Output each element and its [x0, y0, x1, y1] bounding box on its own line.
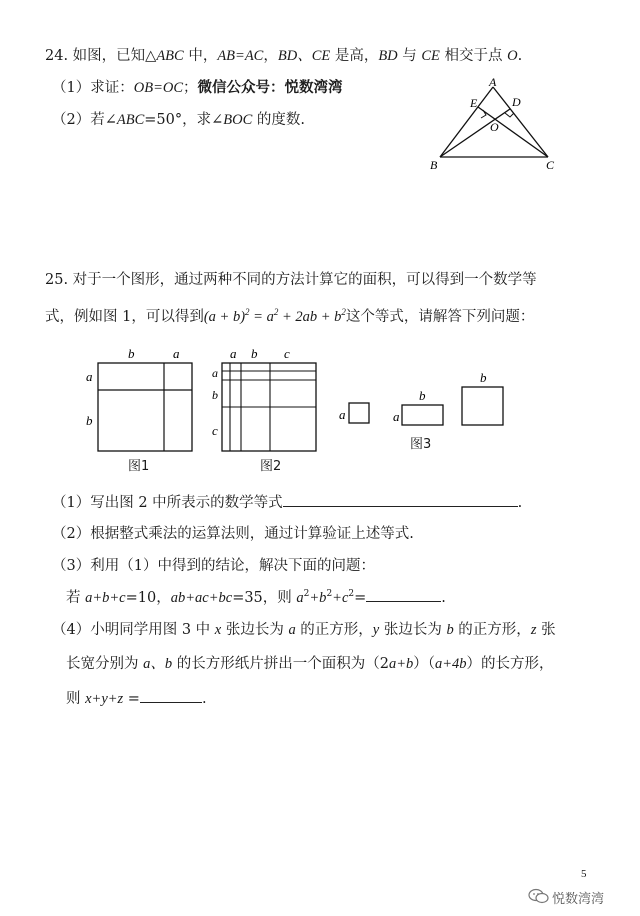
fig2-top-a: a	[230, 346, 237, 361]
label-o: O	[490, 120, 499, 134]
fig3-square-a-label: a	[339, 407, 346, 422]
p4-l1-c: 的正方形，	[295, 622, 373, 638]
q24-stem-abc: ABC	[156, 48, 184, 64]
label-e: E	[470, 96, 478, 110]
fig3-caption: 图3	[410, 437, 432, 452]
q24-stem-mid5: 相交于点	[439, 48, 508, 64]
fig2-top-b: b	[251, 346, 258, 361]
answer-blank-1[interactable]	[283, 492, 518, 507]
q24-part2	[52, 110, 305, 130]
figure-2	[208, 345, 323, 470]
q25-part1	[52, 492, 522, 513]
p4-l2-ab: a、b	[143, 656, 173, 672]
p3-cond-d: ab+ac+bc	[170, 590, 233, 606]
q25-stem-line1: 25. 对于一个图形，通过两种不同的方法计算它的面积，可以得到一个数学等	[45, 272, 537, 288]
p4-l1-y: y	[372, 622, 380, 638]
p3-cond-f: a	[296, 590, 304, 606]
p3-cond-i: =	[354, 590, 367, 606]
q25-stem-line2	[45, 307, 534, 327]
label-c: C	[546, 158, 555, 172]
q24-stem-end: .	[517, 48, 523, 64]
formula-part-c: + 2ab + b	[278, 309, 342, 325]
q25-line2-prefix: 式，例如图 1，可以得到	[45, 309, 204, 325]
p4-l2-e: a+4b	[435, 656, 467, 672]
right-angle-d	[505, 113, 514, 117]
p4-l1-a2: a	[288, 622, 296, 638]
p3-cond-b: a+b+c	[85, 590, 126, 606]
q25-part1-text: （1）写出图 2 中所表示的数学等式	[52, 495, 283, 511]
p4-l2-a: 长宽分别为	[66, 656, 144, 672]
p4-l3-end: .	[201, 691, 207, 707]
p4-l3-b: =	[123, 691, 140, 707]
p4-l1-b2: b	[446, 622, 454, 638]
q24-part2-abc: ABC	[116, 112, 145, 128]
fig3-square-a	[349, 403, 369, 423]
q25-part2: （2）根据整式乘法的运算法则，通过计算验证上述等式.	[52, 526, 414, 542]
q24-part1-sep: ；	[183, 80, 198, 96]
figure-1	[82, 345, 202, 470]
p4-l2-f: ）的长方形，	[466, 656, 554, 672]
p4-l3-xyz: x+y+z	[85, 691, 124, 707]
p3-cond-g: +b	[309, 590, 327, 606]
q25-part4-line1	[52, 620, 556, 640]
p4-l1-d: 张边长为	[379, 622, 447, 638]
fig1-outer	[98, 363, 192, 451]
q24-stem-mid4: 与	[397, 48, 422, 64]
q24-stem-mid1: 中，	[183, 48, 218, 64]
fig2-caption: 图2	[260, 459, 282, 474]
formula-part-a: (a + b)	[203, 309, 246, 325]
label-b: B	[430, 158, 438, 172]
q25-part3-condition: 若 a+b+c=10，ab+ac+bc=35，则 $a^2+b^2+c^2=$ .	[66, 587, 446, 608]
p4-l2-b: 的长方形纸片拼出一个面积为（2	[172, 656, 389, 672]
triangle-figure	[420, 75, 570, 175]
answer-blank-4[interactable]	[140, 688, 202, 703]
label-d: D	[512, 95, 521, 109]
p4-l1-b: 张边长为	[221, 622, 289, 638]
fig1-top-b: b	[128, 346, 135, 361]
q24-part1-prefix: （1）求证：	[52, 80, 134, 96]
fig2-left-b: b	[212, 388, 218, 402]
p4-l2-c: a+b	[388, 656, 414, 672]
q25-line2-suffix: 这个等式，请解答下列问题：	[345, 309, 535, 325]
q24-part1	[52, 78, 343, 98]
label-a: A	[489, 75, 497, 89]
p4-l1-f: 张	[536, 622, 556, 638]
p3-cond-h: +c	[332, 590, 349, 606]
fig3-rect-a-label: a	[393, 409, 400, 424]
q25-part1-end: .	[517, 495, 523, 511]
q24-part2-end: 的度数.	[252, 112, 305, 128]
p3-cond-c: =10，	[125, 590, 171, 606]
fig1-left-b: b	[86, 413, 93, 428]
formula-part-b: = a	[249, 309, 274, 325]
q24-stem-o: O	[507, 48, 518, 64]
p4-l3-a: 则	[66, 691, 86, 707]
q24-stem-bd: BD	[378, 48, 398, 64]
fig3-rect-b-label: b	[419, 388, 426, 403]
wechat-watermark-text: 微信公众号：悦数湾湾	[197, 80, 343, 96]
altitude-bd	[440, 109, 510, 157]
fig1-left-a: a	[86, 369, 93, 384]
right-angle-e	[481, 110, 486, 118]
p3-cond-e: =35，则	[232, 590, 297, 606]
q24-stem-mid2: ，	[263, 48, 278, 64]
wechat-icon	[528, 887, 550, 905]
q25-part4-line2	[66, 654, 554, 674]
p4-l1-a: （4）小明同学用图 3 中	[52, 622, 215, 638]
answer-blank-3[interactable]	[366, 587, 441, 602]
q24-part2-boc: BOC	[223, 112, 253, 128]
fig2-left-c: c	[212, 423, 218, 438]
fig2-left-a: a	[212, 366, 218, 380]
page-number: 5	[581, 868, 587, 880]
q24-stem-prefix: 24. 如图，已知△	[45, 48, 157, 64]
q24-stem-mid3: 是高，	[330, 48, 379, 64]
side-ab	[440, 87, 493, 157]
q24-stem-bdce: BD、CE	[277, 48, 331, 64]
fig3-square-b-label: b	[480, 370, 487, 385]
p4-l2-d: ）（	[413, 656, 435, 672]
p4-l1-x: x	[214, 622, 222, 638]
fig1-caption: 图1	[128, 459, 150, 474]
q24-stem	[45, 46, 522, 66]
q24-part2-mid: =50°，求∠	[144, 112, 224, 128]
q24-stem-ce: CE	[421, 48, 440, 64]
fig2-top-c: c	[284, 346, 290, 361]
p4-l1-z: z	[530, 622, 537, 638]
fig3-rectangle	[402, 405, 443, 425]
fig3-square-b	[462, 387, 503, 425]
footer-watermark: 悦数湾湾	[552, 892, 605, 907]
p4-l1-e: 的正方形，	[453, 622, 531, 638]
q25-formula: $(a + b)^2 = a^2 + 2ab + b^2$	[203, 307, 346, 325]
p3-cond-a: 若	[66, 590, 86, 606]
p3-end: .	[441, 590, 446, 606]
q24-part2-prefix: （2）若∠	[52, 112, 117, 128]
fig1-top-a: a	[173, 346, 180, 361]
q24-part1-eq: OB=OC	[133, 80, 183, 96]
q25-part3: （3）利用（1）中得到的结论，解决下面的问题：	[52, 558, 375, 574]
q25-part4-line3	[66, 688, 207, 709]
q24-stem-eq: AB=AC	[217, 48, 264, 64]
